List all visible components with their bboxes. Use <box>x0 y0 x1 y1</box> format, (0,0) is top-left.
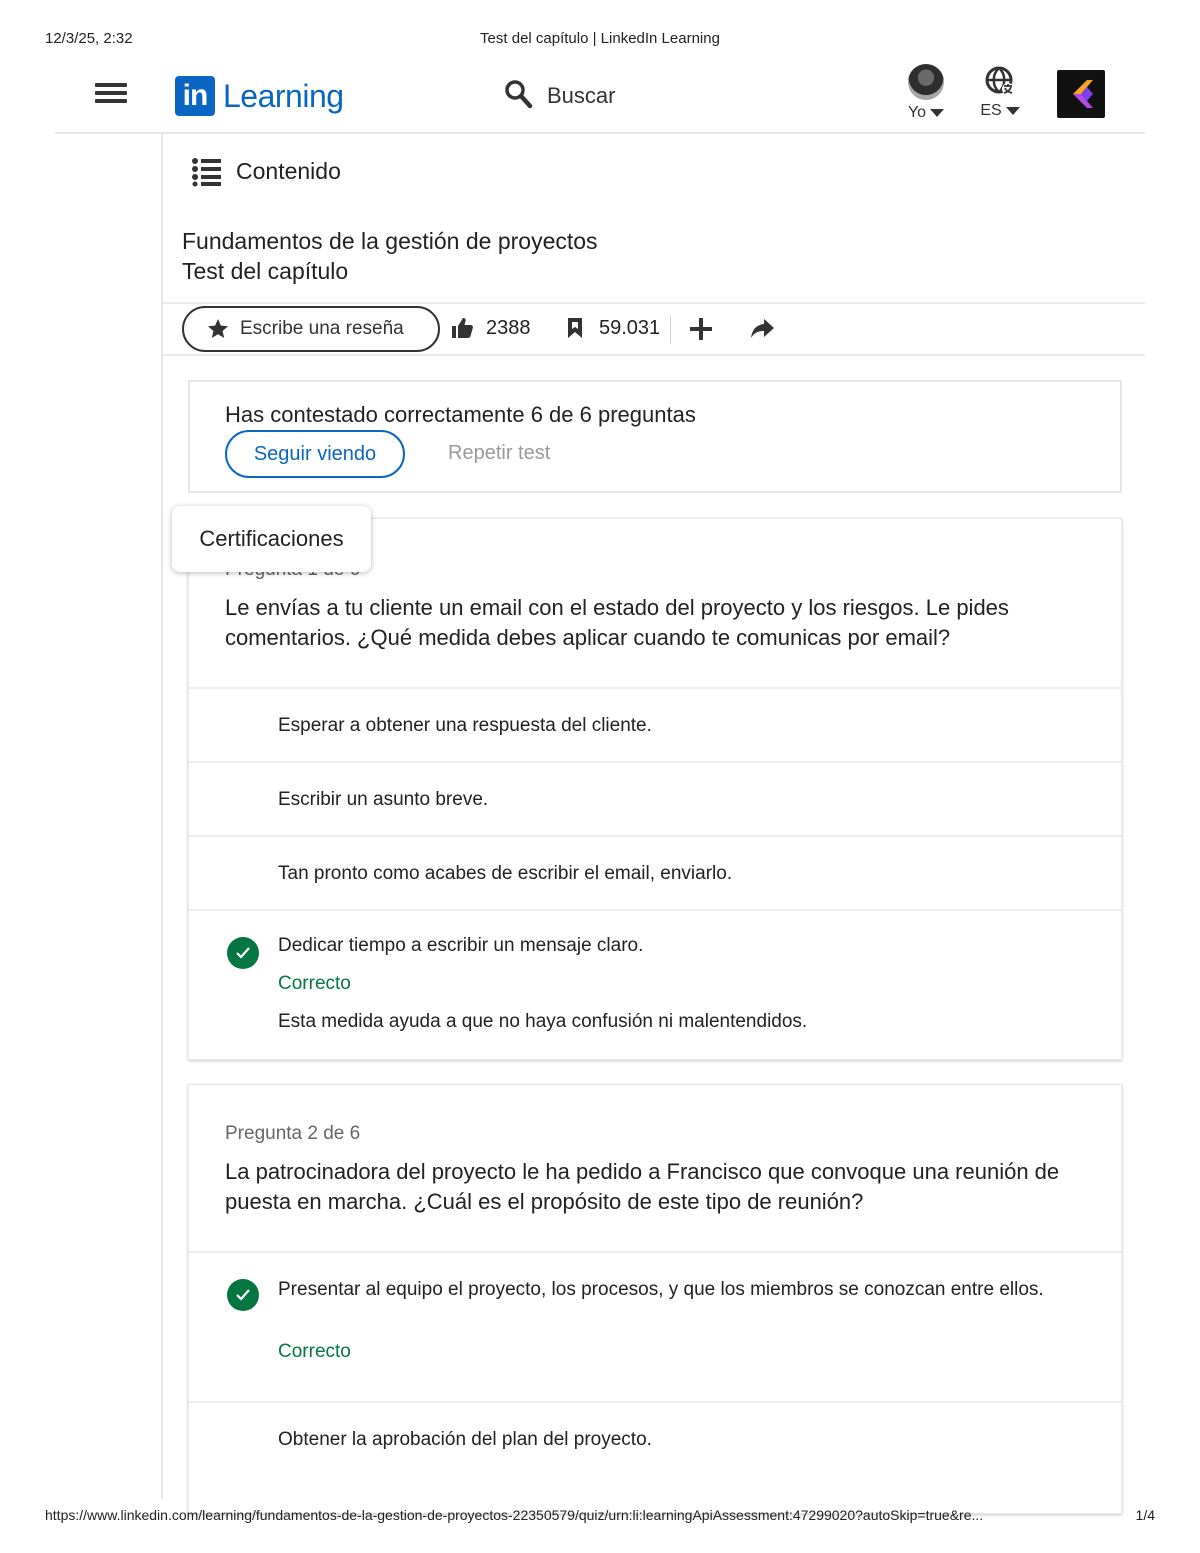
print-url: https://www.linkedin.com/learning/fundamentos-de-la-gestion-de-proyectos-22350579/quiz/urn:li:learningApiAssessment:47299020?autoSkip=true&re... <box>45 1507 984 1523</box>
answer-explanation: Esta medida ayuda a que no haya confusión ni malentendidos. <box>278 1011 808 1032</box>
like-button[interactable] <box>450 316 531 340</box>
avatar <box>908 64 944 100</box>
quiz-result-panel <box>188 380 1122 493</box>
answer-text: Escribir un asunto breve. <box>278 789 489 810</box>
print-title: Test del capítulo | LinkedIn Learning <box>480 30 720 47</box>
print-page-number: 1/4 <box>1135 1507 1155 1523</box>
caret-down-icon <box>930 109 944 117</box>
search-icon <box>503 79 533 109</box>
search-button[interactable] <box>503 72 615 116</box>
menu-icon[interactable] <box>95 83 127 103</box>
question-card <box>188 518 1122 1060</box>
question-number: Pregunta 2 de 6 <box>225 1123 361 1144</box>
me-label: Yo <box>907 104 927 121</box>
print-date: 12/3/25, 2:32 <box>45 30 133 47</box>
question-header <box>189 1085 1121 1253</box>
action-bar <box>163 302 1145 356</box>
continue-watching-button[interactable]: Seguir viendo <box>225 430 405 478</box>
result-text: Has contestado correctamente 6 de 6 preguntas <box>225 402 696 427</box>
question-card <box>188 1084 1122 1514</box>
contents-toggle[interactable] <box>190 155 341 187</box>
print-footer <box>45 1507 1155 1527</box>
answer-option-correct[interactable] <box>189 911 1121 1059</box>
me-menu[interactable] <box>901 64 951 122</box>
plus-icon[interactable] <box>688 316 714 342</box>
certifications-tooltip[interactable]: Certificaciones <box>172 506 371 572</box>
answer-text: Tan pronto como acabes de escribir el email, enviarlo. <box>278 863 733 884</box>
app-launcher-icon[interactable] <box>1057 70 1105 118</box>
action-divider <box>670 316 671 344</box>
answer-option-correct[interactable] <box>189 1253 1121 1403</box>
question-text: Le envías a tu cliente un email con el estado del proyecto y los riesgos. Le pides comentarios. ¿Qué medida debes aplicar cuando te comunicas por email? <box>225 595 1009 650</box>
caret-down-icon <box>1006 107 1020 115</box>
logo-in-mark: in <box>175 76 215 116</box>
save-button[interactable] <box>563 316 660 340</box>
search-label: Buscar <box>547 83 616 108</box>
share-icon[interactable] <box>748 316 776 342</box>
language-menu[interactable] <box>975 64 1025 120</box>
chapter-title: Test del capítulo <box>182 258 349 284</box>
check-circle-icon <box>227 1279 259 1311</box>
answer-option[interactable] <box>189 689 1121 763</box>
likes-count: 2388 <box>486 316 531 339</box>
answer-text: Obtener la aprobación del plan del proyecto. <box>278 1429 652 1450</box>
retake-quiz-button[interactable]: Repetir test <box>448 442 551 464</box>
star-icon <box>206 317 230 341</box>
linkedin-learning-logo[interactable] <box>175 75 344 117</box>
check-circle-icon <box>227 937 259 969</box>
answer-option[interactable] <box>189 837 1121 911</box>
course-title: Fundamentos de la gestión de proyectos <box>182 228 598 254</box>
question-text: La patrocinadora del proyecto le ha pedido a Francisco que convoque una reunión de puesta en marcha. ¿Cuál es el propósito de este tipo de reunión? <box>225 1159 1060 1214</box>
answer-option[interactable] <box>189 763 1121 837</box>
top-navigation <box>55 58 1145 134</box>
correct-label: Correcto <box>278 973 351 994</box>
answer-text: Esperar a obtener una respuesta del cliente. <box>278 715 652 736</box>
contents-label: Contenido <box>236 157 341 184</box>
bookmark-icon <box>563 316 587 340</box>
list-icon <box>190 155 222 187</box>
answer-text: Dedicar tiempo a escribir un mensaje claro. <box>278 935 644 956</box>
answer-text: Presentar al equipo el proyecto, los procesos, y que los miembros se conozcan entre ellos. <box>278 1279 1044 1300</box>
saves-count: 59.031 <box>599 316 661 339</box>
write-review-label: Escribe una reseña <box>240 318 404 339</box>
lang-label: ES <box>980 102 1002 119</box>
correct-label: Correcto <box>278 1341 351 1362</box>
answer-option[interactable] <box>189 1403 1121 1477</box>
globe-icon <box>983 64 1017 98</box>
write-review-button[interactable] <box>182 306 440 352</box>
thumbs-up-icon <box>450 316 474 340</box>
logo-wordmark: Learning <box>223 77 344 114</box>
print-header <box>45 30 1155 50</box>
